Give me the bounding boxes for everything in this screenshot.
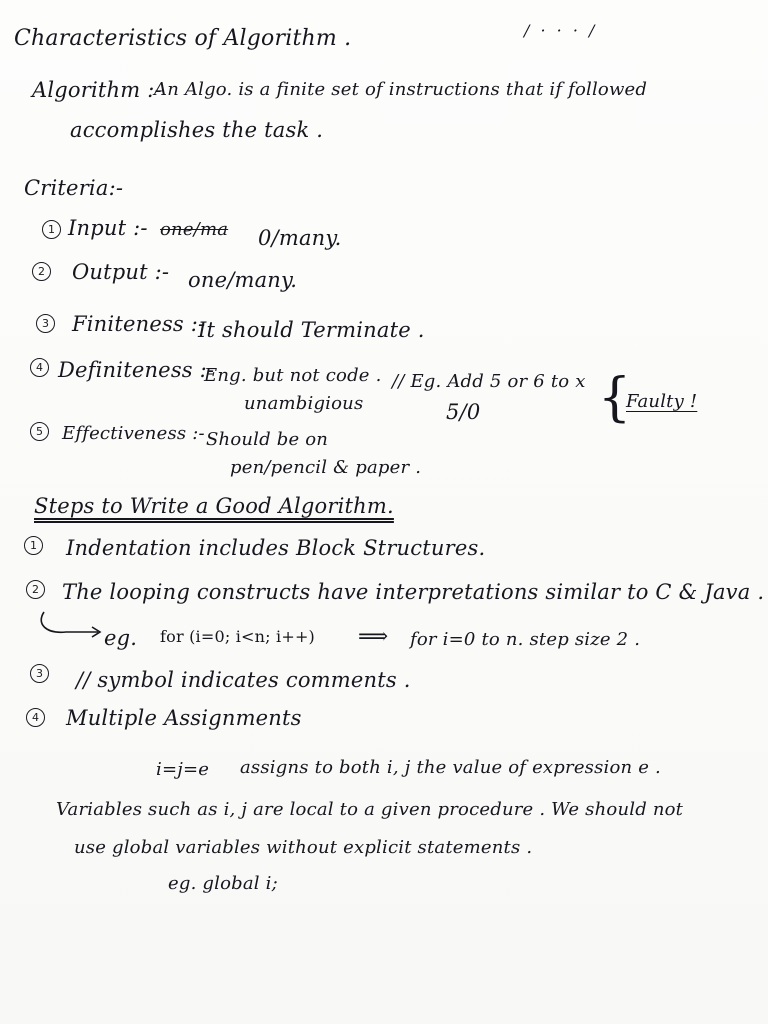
criteria-effectiveness-label: Effectiveness :- — [62, 423, 205, 444]
steps-assign: i=j=e — [156, 759, 210, 780]
steps-eg-code: for (i=0; i<n; i++) — [160, 627, 315, 646]
criteria-output-label: Output :- — [72, 260, 170, 284]
criteria-number-2: 2 — [32, 262, 51, 281]
steps-item-4: Multiple Assignments — [66, 706, 302, 730]
steps-eg-result: for i=0 to n. step size 2 . — [410, 629, 641, 650]
criteria-heading: Criteria:- — [24, 176, 124, 200]
steps-assign-desc: assigns to both i, j the value of expression e . — [240, 757, 661, 778]
criteria-effectiveness-value: Should be on — [206, 429, 329, 450]
criteria-number-1: 1 — [42, 220, 61, 239]
steps-number-3: 3 — [30, 664, 49, 683]
criteria-number-3: 3 — [36, 314, 55, 333]
criteria-finiteness-value: It should Terminate . — [198, 318, 425, 342]
definition-term: Algorithm :- — [32, 78, 162, 102]
criteria-number-4: 4 — [30, 358, 49, 377]
variables-line-2: use global variables without explicit statements . — [74, 837, 533, 858]
criteria-effectiveness-value-2: pen/pencil & paper . — [230, 457, 422, 478]
criteria-input-label: Input :- — [68, 216, 148, 240]
criteria-definiteness-example-2: 5/0 — [446, 400, 481, 424]
page-title: Characteristics of Algorithm . — [14, 26, 352, 51]
steps-eg-label: eg. — [104, 626, 138, 650]
steps-item-2: The looping constructs have interpretations similar to C & Java . — [62, 580, 765, 604]
curly-brace: { — [598, 368, 632, 428]
criteria-definiteness-label: Definiteness :- — [58, 358, 215, 382]
date-marks: / · · · / — [524, 21, 598, 40]
steps-heading: Steps to Write a Good Algorithm. — [34, 494, 394, 518]
definition-line-2: accomplishes the task . — [70, 118, 324, 142]
criteria-input-value: 0/many. — [258, 226, 342, 250]
definition-line-1: An Algo. is a finite set of instructions that if followed — [154, 79, 648, 100]
steps-number-2: 2 — [26, 580, 45, 599]
criteria-number-5: 5 — [30, 422, 49, 441]
steps-item-3: // symbol indicates comments . — [76, 668, 411, 692]
variables-line-1: Variables such as i, j are local to a given procedure . We should not — [56, 799, 684, 820]
steps-number-4: 4 — [26, 708, 45, 727]
criteria-output-value: one/many. — [188, 268, 298, 292]
steps-item-1: Indentation includes Block Structures. — [66, 536, 486, 560]
faulty-note: Faulty ! — [626, 391, 698, 412]
criteria-definiteness-value: Eng. but not code . — [204, 365, 382, 386]
criteria-definiteness-example: // Eg. Add 5 or 6 to x — [392, 371, 586, 392]
global-example: eg. global i; — [168, 873, 278, 894]
criteria-finiteness-label: Finiteness :- — [72, 312, 206, 336]
steps-eg-arrow: ⟹ — [358, 624, 389, 648]
steps-number-1: 1 — [24, 536, 43, 555]
criteria-input-struck: one/ma — [160, 219, 229, 240]
criteria-definiteness-value-2: unambigious — [244, 393, 364, 414]
